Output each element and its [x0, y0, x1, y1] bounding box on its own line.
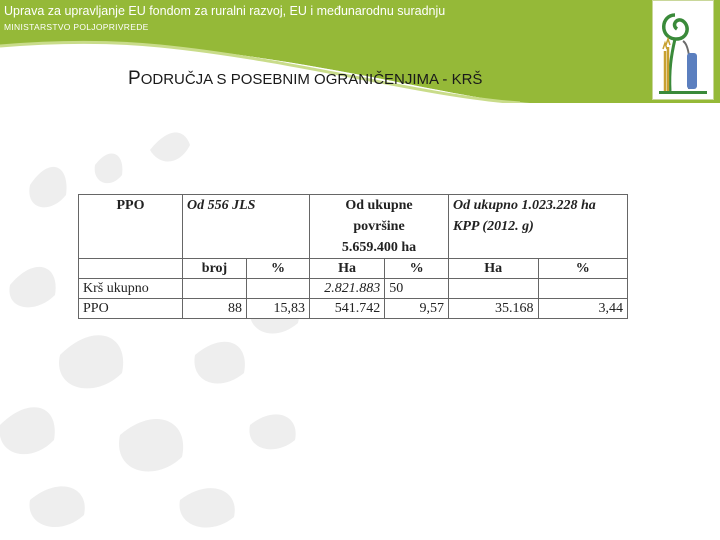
cell-pct-area: 50	[385, 279, 449, 299]
table-row	[79, 279, 628, 299]
cell-pct-kpp	[538, 279, 628, 299]
header-total-area-line3: 5.659.400 ha	[341, 240, 417, 255]
subheader-pct-jls: %	[247, 259, 310, 279]
header-kpp-line2: KPP (2012. g)	[453, 219, 534, 234]
header-banner	[0, 0, 720, 103]
subheader-empty	[79, 259, 183, 279]
header-total-area	[310, 195, 449, 259]
slide-title	[128, 68, 482, 90]
cell-pct-jls: 15,83	[247, 299, 310, 319]
header-kpp-line1: Od ukupno 1.023.228 ha	[453, 198, 596, 213]
ministry-name: MINISTARSTVO POLJOPRIVREDE	[4, 22, 149, 32]
subheader-ha-area: Ha	[310, 259, 385, 279]
cell-pct-kpp: 3,44	[538, 299, 628, 319]
cell-ha-area: 2.821.883	[310, 279, 385, 299]
cell-broj	[183, 279, 247, 299]
row-label: Krš ukupno	[79, 279, 183, 299]
cell-ha-kpp	[449, 279, 539, 299]
table-subheader-row	[79, 259, 628, 279]
header-jls: Od 556 JLS	[183, 195, 310, 259]
subheader-ha-kpp: Ha	[449, 259, 539, 279]
cell-pct-jls	[247, 279, 310, 299]
header-ppo: PPO	[79, 195, 183, 259]
header-total-area-line2: površine	[353, 219, 405, 234]
subheader-broj: broj	[183, 259, 247, 279]
title-initial: P	[128, 68, 141, 89]
header-kpp	[449, 195, 628, 259]
cell-broj: 88	[183, 299, 247, 319]
kras-statistics-table	[78, 194, 628, 319]
cell-ha-area: 541.742	[310, 299, 385, 319]
cell-ha-kpp: 35.168	[449, 299, 539, 319]
organization-name: Uprava za upravljanje EU fondom za ruralni razvoj, EU i međunarodnu suradnju	[4, 4, 446, 18]
decorative-leaves	[0, 105, 330, 540]
row-label: PPO	[79, 299, 183, 319]
subheader-pct-kpp: %	[538, 259, 628, 279]
header-total-area-line1: Od ukupne	[345, 198, 413, 213]
table-row	[79, 299, 628, 319]
title-rest: ODRUČJA S POSEBNIM OGRANIČENJIMA - KRŠ	[140, 71, 483, 88]
subheader-pct-area: %	[385, 259, 449, 279]
ministry-logo	[652, 0, 714, 100]
table-header-row	[79, 195, 628, 259]
cell-pct-area: 9,57	[385, 299, 449, 319]
